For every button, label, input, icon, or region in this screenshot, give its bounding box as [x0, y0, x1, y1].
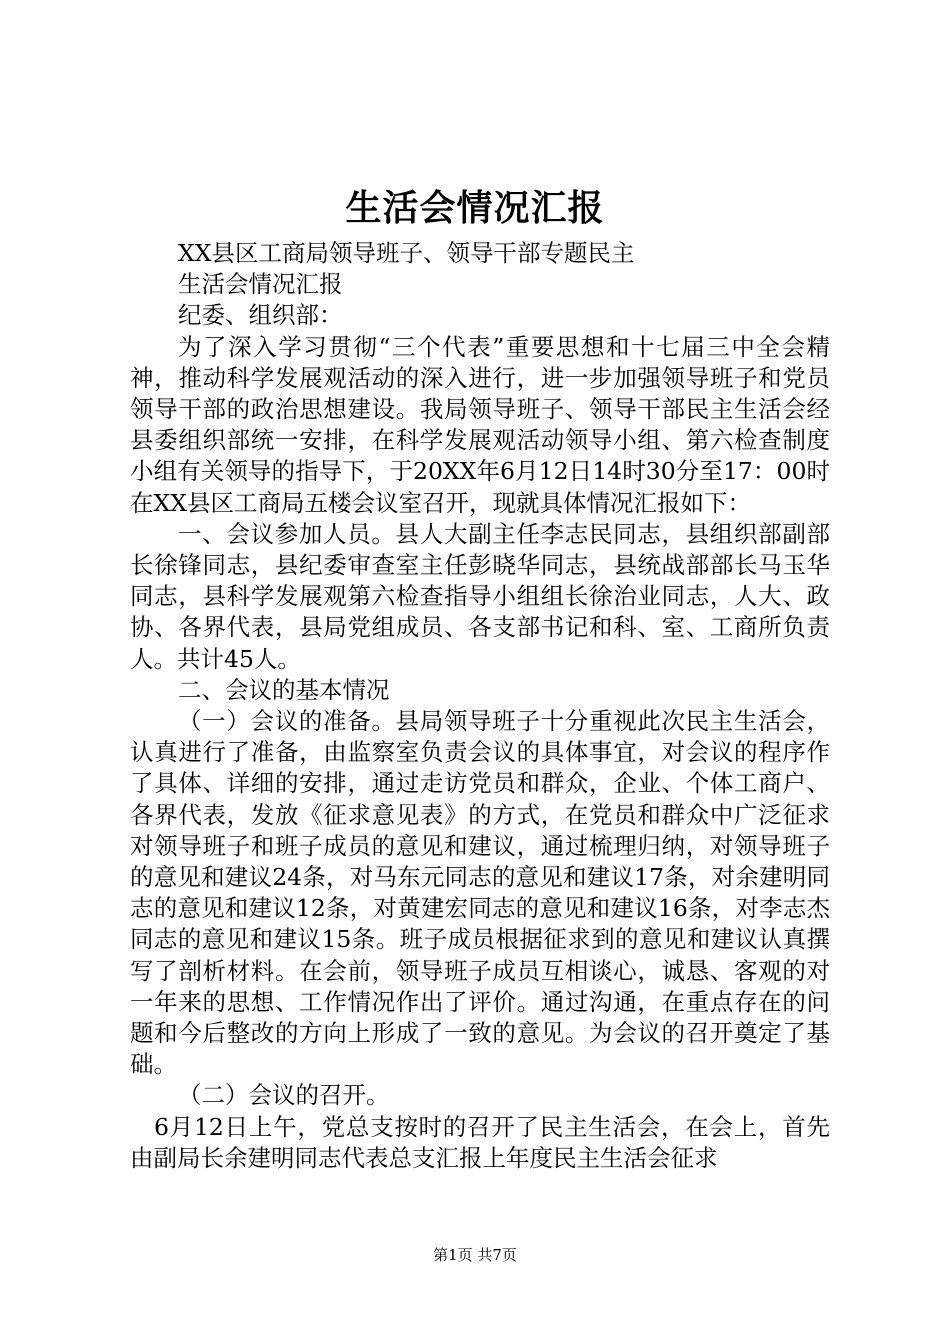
subtitle-line-1: XX县区工商局领导班子、领导干部专题民主: [178, 239, 635, 267]
paragraph-attendees: 一、会议参加人员。县人大副主任李志民同志，县组织部副部长徐锋同志，县纪委审查室主任彭晓华同志，县统战部部长马玉华同志，县科学发展观第六检查指导小组组长徐治业同志，人大、政协、各界代表，县局党组成员、各支部书记和科、室、工商所负责人。共计45人。: [130, 519, 830, 673]
paragraph-intro: 为了深入学习贯彻“三个代表”重要思想和十七届三中全会精神，推动科学发展观活动的深入进行，进一步加强领导班子和党员领导干部的政治思想建设。我局领导班子、领导干部民主生活会经县委组织部统一安排，在科学发展观活动领导小组、第六检查制度小组有关领导的指导下，于20XX年6月12日14时30分至17：00时在XX县区工商局五楼会议室召开，现就具体情况汇报如下：: [130, 332, 830, 517]
section-heading-basic: 二、会议的基本情况: [178, 675, 390, 704]
paragraph-convening: 6月12日上午，党总支按时的召开了民主生活会，在会上，首先由副局长余建明同志代表总支汇报上年度民主生活会征求: [130, 1112, 830, 1172]
document-body: [130, 238, 830, 1174]
addressee: 纪委、组织部：: [178, 301, 343, 330]
section-heading-convening: （二）会议的召开。: [178, 1081, 390, 1110]
paragraph-preparation: （一）会议的准备。县局领导班子十分重视此次民主生活会，认真进行了准备，由监察室负责会议的具体事宜，对会议的程序作了具体、详细的安排，通过走访党员和群众，企业、个体工商户、各界代表，发放《征求意见表》的方式，在党员和群众中广泛征求对领导班子和班子成员的意见和建议，通过梳理归纳，对领导班子的意见和建议24条，对马东元同志的意见和建议17条，对余建明同志的意见和建议12条，对黄建宏同志的意见和建议16条，对李志杰同志的意见和建议15条。班子成员根据征求到的意见和建议认真撰写了剖析材料。在会前，领导班子成员互相谈心，诚恳、客观的对一年来的思想、工作情况作出了评价。通过沟通，在重点存在的问题和今后整改的方向上形成了一致的意见。为会议的召开奠定了基础。: [130, 707, 830, 1079]
document-title: 生活会情况汇报: [345, 187, 605, 229]
subtitle-line-2: 生活会情况汇报: [178, 270, 343, 299]
page-footer: 第1页 共7页: [433, 1246, 517, 1264]
